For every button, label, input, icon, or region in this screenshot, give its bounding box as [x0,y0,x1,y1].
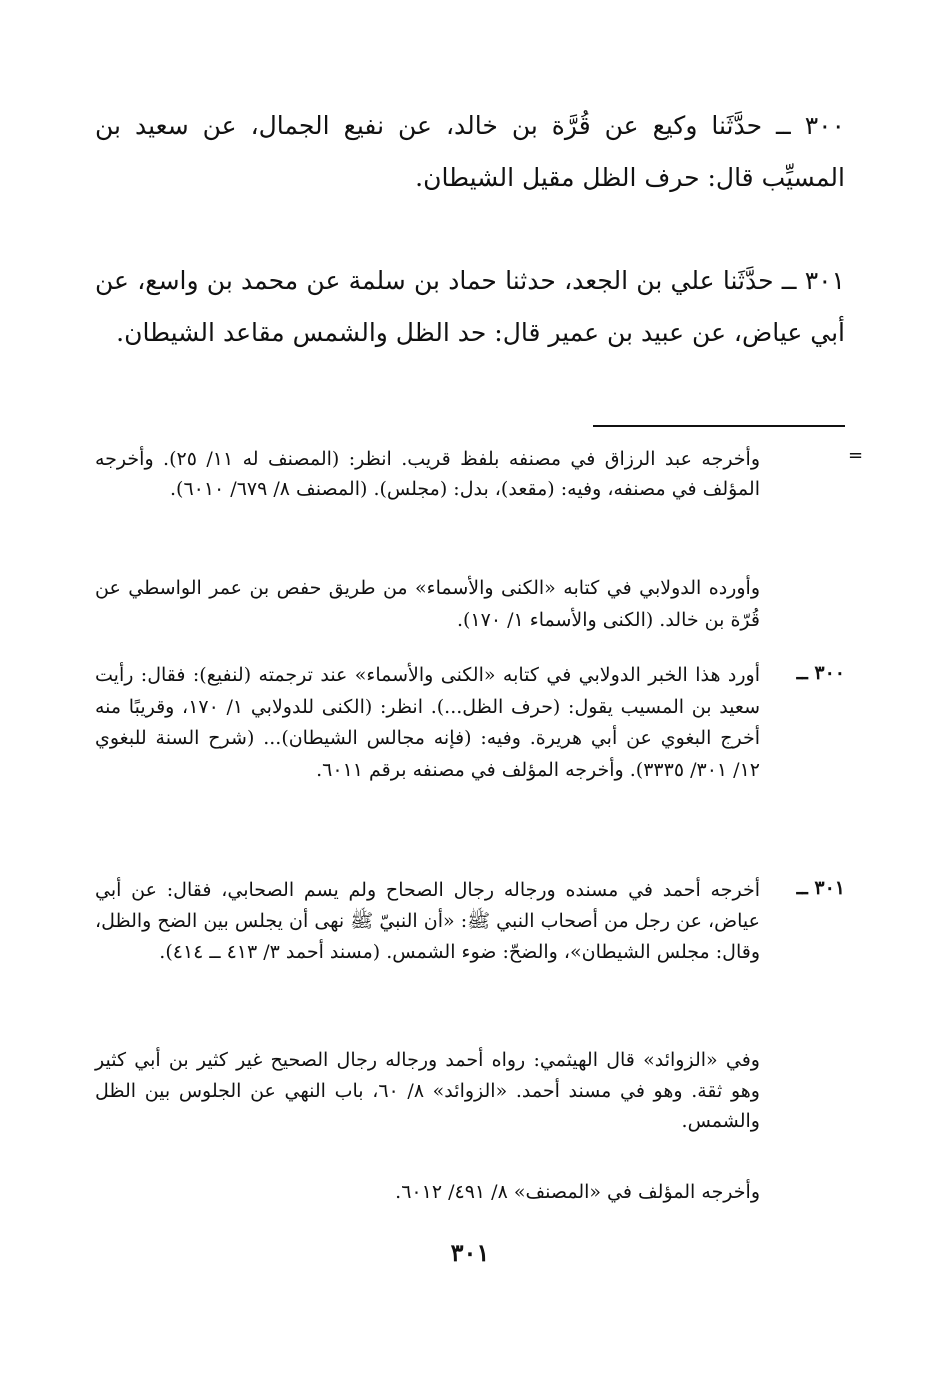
footnote-number-301: ٣٠١ ــ [796,877,845,899]
footnote-continued-abdulrazzaq: وأخرجه عبد الرزاق في مصنفه بلفظ قريب. انظر: (المصنف له ١١/ ٢٥). وأخرجه المؤلف في مصنفه، وفيه: (مقعد)، بدل: (مجلس). (المصنف ٨/ ٦٧٩/ ٦٠١٠). [95,448,760,500]
footnote-301-zawaid: وفي «الزوائد» قال الهيثمي: رواه أحمد ورجاله رجال الصحيح غير كثير بن أبي كثير وهو ثقة. وهو في مسند أحمد. «الزوائد» ٨/ ٦٠، باب النهي عن الجلوس بين الظل والشمس. [95,1049,760,1132]
footnote-continuation-mark: = [848,445,864,466]
footnote-301-ahmad: أخرجه أحمد في مسنده ورجاله رجال الصحاح ولم يسم الصحابي، فقال: عن أبي عياض، عن رجل من أصحاب النبي ﷺ: «أن النبيّ ﷺ نهى أن يجلس بين الضح والظل، وقال: مجلس الشيطان»، والضحّ: ضوء الشمس. (مسند أحمد ٣/ ٤١٣ ــ ٤١٤). [95,879,760,963]
hadith-301-text: ٣٠١ ــ حدَّثَنا علي بن الجعد، حدثنا حماد بن سلمة عن محمد بن واسع، عن أبي عياض، عن عبيد بن عمير قال: حد الظل والشمس مقاعد الشيطان. [95,266,845,347]
hadith-300-text: ٣٠٠ ــ حدَّثَنا وكيع عن قُرَّة بن خالد، عن نفيع الجمال، عن سعيد بن المسيِّب قال: حرف الظل مقيل الشيطان. [95,111,845,192]
footnote-300-text: أورد هذا الخبر الدولابي في كتابه «الكنى والأسماء» عند ترجمته (لنفيع): فقال: رأيت سعيد بن المسيب يقول: (حرف الظل...). انظر: (الكنى للدولابي ١/ ١٧٠، وقريبًا منه أخرج البغوي عن أبي هريرة. وفيه: (فإنه مجالس الشيطان)... (شرح السنة للبغوي ١٢/ ٣٠١/ ٣٣٣٥). وأخرجه المؤلف في مصنفه برقم ٦٠١١. [95,664,760,781]
footnote-continued-dulabi: وأورده الدولابي في كتابه «الكنى والأسماء» من طريق حفص بن عمر الواسطي عن قُرّة بن خالد. (الكنى والأسماء ١/ ١٧٠). [95,577,760,631]
footnote-number-300: ٣٠٠ ــ [796,662,845,684]
footnote-separator [593,425,845,427]
page-number: ٣٠١ [450,1238,490,1267]
footnote-301-musannaf: وأخرجه المؤلف في «المصنف» ٨/ ٤٩١/ ٦٠١٢. [395,1181,760,1203]
